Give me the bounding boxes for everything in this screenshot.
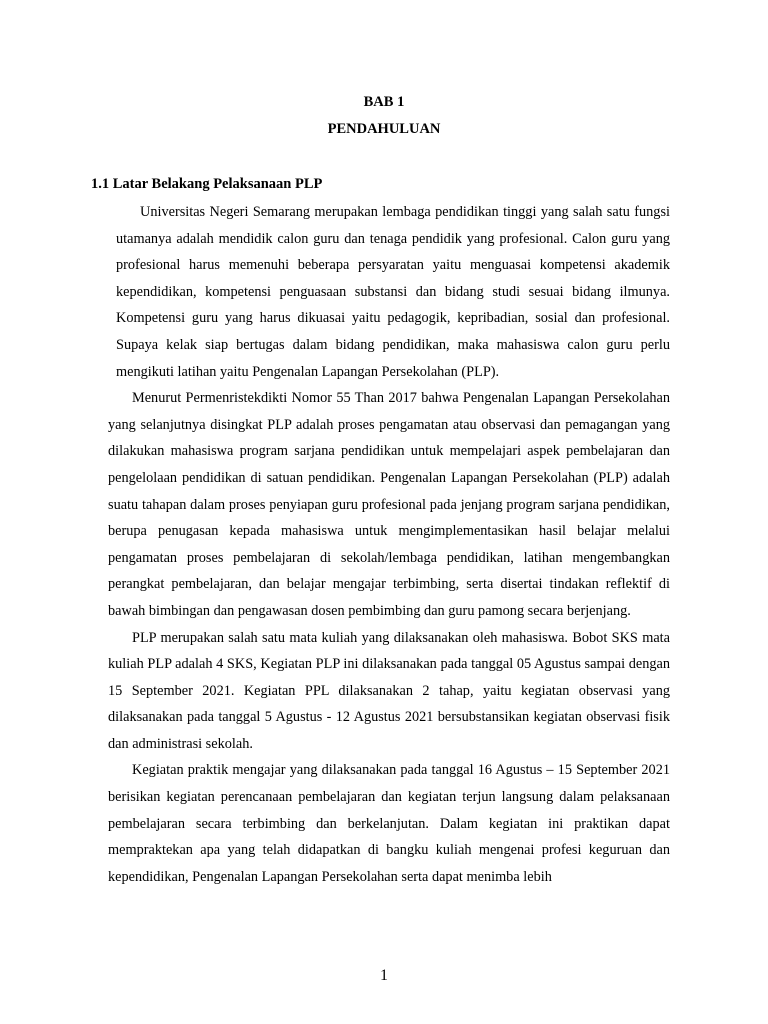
- chapter-title: PENDAHULUAN: [327, 121, 441, 137]
- page-number: 1: [380, 967, 388, 984]
- body-text: [108, 199, 670, 890]
- paragraph: Menurut Permenristekdikti Nomor 55 Than 2017 bahwa Pengenalan Lapangan Persekolahan yang selanjutnya disingkat PLP adalah proses pengamatan atau observasi dan pemagangan yang dilakukan mahasiswa program sarjana pendidikan untuk mempelajari aspek pembelajaran dan pengelolaan pendidikan di satuan pendidikan. Pengenalan Lapangan Persekolahan (PLP) adalah suatu tahapan dalam proses penyiapan guru profesional pada jenjang program sarjana pendidikan, berupa penugasan kepada mahasiswa untuk mengimplementasikan hasil belajar melalui pengamatan proses pembelajaran di sekolah/lembaga pendidikan, latihan mengembangkan perangkat pembelajaran, dan belajar mengajar terbimbing, serta disertai tindakan reflektif di bawah bimbingan dan pengawasan dosen pembimbing dan guru pamong secara berjenjang.: [108, 390, 670, 619]
- chapter-number: BAB 1: [363, 94, 405, 110]
- paragraph: Kegiatan praktik mengajar yang dilaksanakan pada tanggal 16 Agustus – 15 September 2021 berisikan kegiatan perencanaan pembelajaran dan kegiatan terjun langsung dalam pelaksanaan pembelajaran secara terbimbing dan berkelanjutan. Dalam kegiatan ini praktikan dapat mempraktekan apa yang telah didapatkan di bangku kuliah mengenai profesi keguruan dan kependidikan, Pengenalan Lapangan Persekolahan serta dapat menimba lebih: [108, 762, 670, 885]
- paragraph: Universitas Negeri Semarang merupakan lembaga pendidikan tinggi yang salah satu fungsi utamanya adalah mendidik calon guru dan tenaga pendidik yang profesional. Calon guru yang profesional harus memenuhi beberapa persyaratan yaitu menguasai kompetensi akademik kependidikan, kompetensi penguasaan substansi dan bidang studi sesuai bidang ilmunya. Kompetensi guru yang harus dikuasai yaitu pedagogik, kepribadian, sosial dan profesional. Supaya kelak siap bertugas dalam bidang pendidikan, maka mahasiswa calon guru perlu mengikuti latihan yaitu Pengenalan Lapangan Persekolahan (PLP).: [116, 204, 670, 380]
- paragraph: PLP merupakan salah satu mata kuliah yang dilaksanakan oleh mahasiswa. Bobot SKS mata kuliah PLP adalah 4 SKS, Kegiatan PLP ini dilaksanakan pada tanggal 05 Agustus sampai dengan 15 September 2021. Kegiatan PPL dilaksanakan 2 tahap, yaitu kegiatan observasi yang dilaksanakan pada tanggal 5 Agustus - 12 Agustus 2021 bersubstansikan kegiatan observasi fisik dan administrasi sekolah.: [108, 629, 670, 752]
- section-heading: 1.1 Latar Belakang Pelaksanaan PLP: [91, 176, 323, 192]
